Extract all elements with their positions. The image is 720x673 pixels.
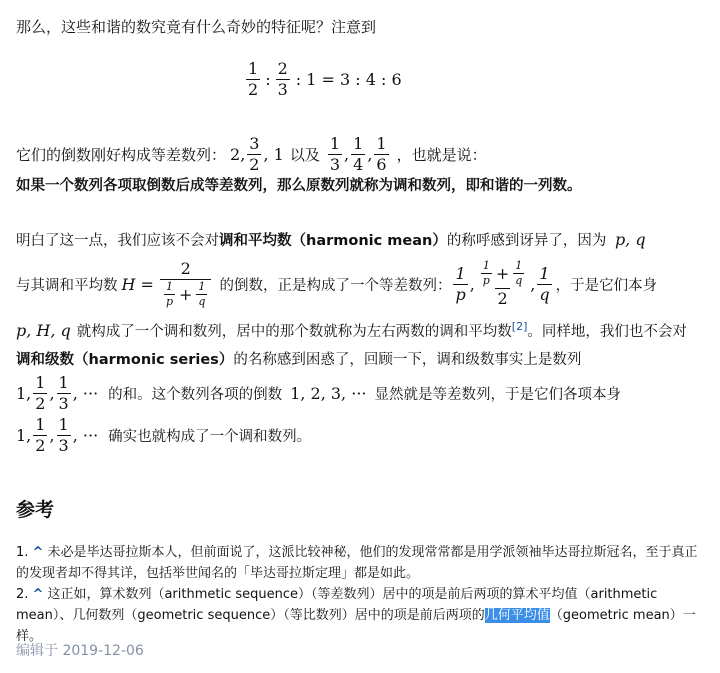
references-heading: 参考 <box>16 499 55 521</box>
citation-link[interactable]: [2] <box>511 320 528 333</box>
reference-item: 2. ^ 这正如，算术数列（arithmetic sequence）（等差数列）居中的项是前后两项的算术平均值（arithmetic mean）、几何数列（geometric sequence）（等比数列）居中的项是前后两项的几何平均值（geometric mean）一样。 <box>16 587 696 644</box>
harmonic-mean-paragraph: 明白了这一点，我们应该不会对调和平均数（harmonic mean）的称呼感到讶异了，因为 p, q 与其调和平均数 H = 2 $\frac{1}{p}$ + $\frac{1}{q}$ 的倒数，正是构成了一个等差数列： $\frac{1}{p}$ , $\frac{1}{p}$ + $\frac{1}{q}$ 2 , $\frac{1}{q}$ ，于是它们本身 p, H, q 就构成了一个调和数列，居中的那个数就称为左右两数的调和平均数[2]。同样地，我们也不会对 调和级数（harmonic series）的名称感到困惑了，回顾一下，调和级数事实上是数列 1, $\frac{1}{2}$ , $\frac{1}{3}$ , ··· 的和。这个数列各项的倒数 1, 2, 3, ··· 显然就是等差数列，于是它们各项本身 1, $\frac{1}{2}$ , $\frac{1}{3}$ , ··· 确实也就构成了一个调和数列。 <box>16 230 687 456</box>
fraction: $\frac{1}{2}$ <box>248 59 259 99</box>
intro-paragraph: 那么，这些和谐的数究竟有什么奇妙的特征呢？注意到 <box>16 18 377 36</box>
harmonic-mean-formula: 2 $\frac{1}{p}$ + $\frac{1}{q}$ <box>160 260 212 308</box>
definition-bold: 如果一个数列各项取倒数后成等差数列，那么原数列就称为调和数列，即和谐的一列数。 <box>16 178 582 194</box>
reference-item: 1. ^ 未必是毕达哥拉斯本人，但前面说了，这派比较神秘，他们的发现常常都是用学派领袖毕达哥拉斯冠名，至于真正的发现者却不得其详，包括举世闻名的「毕达哥拉斯定理」都是如此。 <box>16 545 698 581</box>
fraction: $\frac{1}{3}$ <box>329 134 341 174</box>
fraction: $\frac{1}{2}$ <box>35 373 46 414</box>
fraction: $\frac{1}{3}$ <box>58 415 69 456</box>
fraction: $\frac{1}{3}$ <box>58 373 69 414</box>
fraction: $\frac{1}{p}$ <box>455 263 466 304</box>
ratio-equation: $\frac{1}{2}$ : $\frac{2}{3}$ : 1 = 3 : 4 : 6 <box>248 59 402 99</box>
edit-timestamp: 编辑于 2019-12-06 <box>16 643 144 659</box>
fraction: $\frac{1}{2}$ <box>35 415 46 456</box>
selected-text[interactable]: 几何平均值 <box>484 608 550 623</box>
reference-list <box>16 542 698 647</box>
reciprocal-paragraph: 它们的倒数刚好构成等差数列： 2, $\frac{3}{2}$ , 1 以及 $\frac{1}{3}$ , $\frac{1}{4}$ , $\frac{1}{6}$ ，也就是说： 如果一个数列各项取倒数后成等差数列，那么原数列就称为调和数列，即和谐的一列数。 <box>16 135 706 200</box>
fraction: $\frac{1}{6}$ <box>376 134 387 174</box>
fraction: $\frac{1}{q}$ <box>539 263 550 304</box>
back-to-text-link[interactable]: ^ <box>32 587 44 602</box>
fraction: $\frac{1}{4}$ <box>353 134 364 174</box>
fraction: $\frac{1}{p}$ + $\frac{1}{q}$ 2 <box>482 259 523 308</box>
fraction: $\frac{2}{3}$ <box>277 59 288 99</box>
back-to-text-link[interactable]: ^ <box>32 545 44 560</box>
fraction: $\frac{3}{2}$ <box>249 134 260 174</box>
